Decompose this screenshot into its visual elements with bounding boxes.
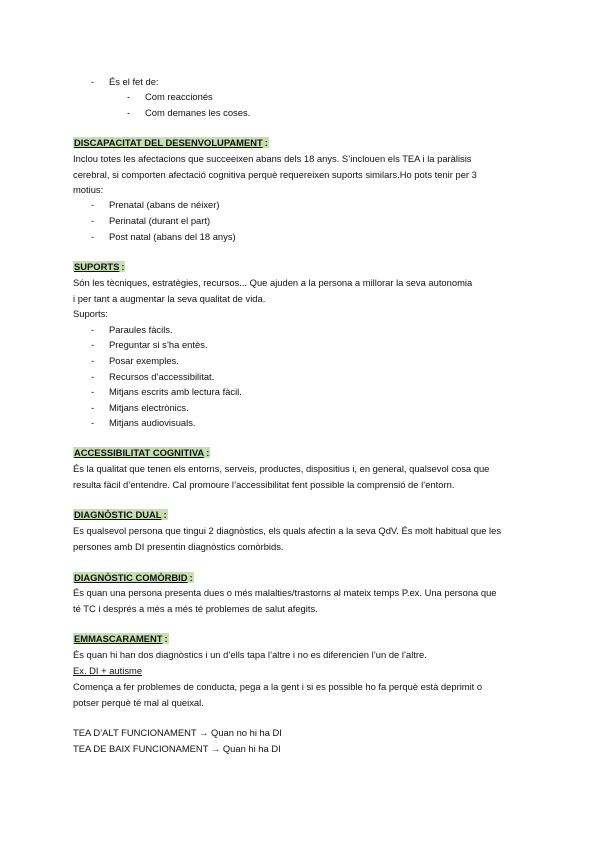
section-heading-accessibilitat: ACCESSIBILITAT COGNITIVA : — [74, 447, 210, 458]
list-item: Mitjans escrits amb lectura fàcil. — [109, 386, 242, 397]
section-heading-dual: DIAGNÒSTIC DUAL : — [74, 509, 167, 520]
list-item: Com demanes les coses. — [145, 107, 251, 118]
paragraph-line: cerebral, si comporten afectació cognitiva perquè requereixen suports similars.Ho pots tenir per 3 — [73, 169, 477, 180]
paragraph-line: És quan hi han dos diagnòstics i un d’ells tapa l’altre i no es diferencien l’un de l’altre. — [73, 649, 427, 660]
paragraph-line: Comença a fer problemes de conducta, pega a la gent i si es possible ho fa perquè està deprimit o — [73, 681, 483, 692]
list-item: Prenatal (abans de néixer) — [109, 199, 220, 210]
bullet-dash: - — [91, 215, 95, 226]
section-heading-suports: SUPORTS : — [74, 261, 125, 272]
list-item: Post natal (abans del 18 anys) — [109, 231, 236, 242]
list-item: És el fet de: — [109, 76, 159, 87]
list-item: Preguntar si s’ha entès. — [109, 339, 208, 350]
bullet-dash: - — [91, 324, 95, 335]
paragraph-line: Inclou totes les afectacions que succeeixen abans dels 18 anys. S’inclouen els TEA i la paràlisis — [73, 153, 472, 164]
tea-alt-line: TEA D’ALT FUNCIONAMENT → Quan no hi ha DI — [73, 727, 282, 738]
paragraph-line: i per tant a augmentar la seva qualitat de vida. — [73, 293, 266, 304]
list-item: Recursos d’accessibilitat. — [109, 371, 215, 382]
bullet-dash: - — [91, 386, 95, 397]
paragraph-line: Són les tècniques, estratègies, recursos... Que ajuden a la persona a millorar la seva autonomia — [73, 277, 473, 288]
paragraph-line: potser perquè té mal al queixal. — [73, 697, 204, 708]
list-item: Com reaccionés — [145, 91, 213, 102]
paragraph-line: Es qualsevol persona que tingui 2 diagnòstics, els quals afectin a la seva QdV. És molt habitual que les — [73, 525, 502, 536]
paragraph-line: És la qualitat que tenen els entorns, serveis, productes, dispositius i, en general, qualsevol cosa que — [73, 463, 490, 474]
section-heading-emmascarament: EMMASCARAMENT : — [74, 633, 168, 644]
section-heading-comorbid: DIAGNÒSTIC COMÒRBID : — [74, 572, 193, 583]
bullet-dash: - — [91, 417, 95, 428]
bullet-dash: - — [91, 76, 95, 87]
bullet-dash: - — [91, 402, 95, 413]
paragraph-line: té TC i després a més a més té problemes de salut afegits. — [73, 603, 318, 614]
list-item: Posar exemples. — [109, 355, 179, 366]
bullet-dash: - — [127, 107, 131, 118]
paragraph-line: Suports: — [73, 308, 108, 319]
bullet-dash: - — [91, 371, 95, 382]
list-item: Perinatal (durant el part) — [109, 215, 211, 226]
section-heading-discapacitat: DISCAPACITAT DEL DESENVOLUPAMENT : — [74, 137, 268, 148]
list-item: Paraules fàcils. — [109, 324, 173, 335]
paragraph-line: persones amb DI presentin diagnòstics comòrbids. — [73, 541, 284, 552]
paragraph-line: motius: — [73, 184, 104, 195]
bullet-dash: - — [127, 91, 131, 102]
paragraph-line: resulta fàcil d’entendre. Cal promoure l’accessibilitat fent possible la comprensió de l’entorn. — [73, 479, 455, 490]
bullet-dash: - — [91, 339, 95, 350]
bullet-dash: - — [91, 355, 95, 366]
example-line: Ex. DI + autisme — [73, 665, 143, 676]
list-item: Mitjans electrònics. — [109, 402, 189, 413]
bullet-dash: - — [91, 199, 95, 210]
list-item: Mitjans audiovisuals. — [109, 417, 196, 428]
paragraph-line: És quan una persona presenta dues o més malalties/trastorns al mateix temps P.ex. Una persona que — [73, 587, 497, 598]
tea-baix-line: TEA DE BAIX FUNCIONAMENT → Quan hi ha DI — [73, 743, 281, 754]
bullet-dash: - — [91, 231, 95, 242]
